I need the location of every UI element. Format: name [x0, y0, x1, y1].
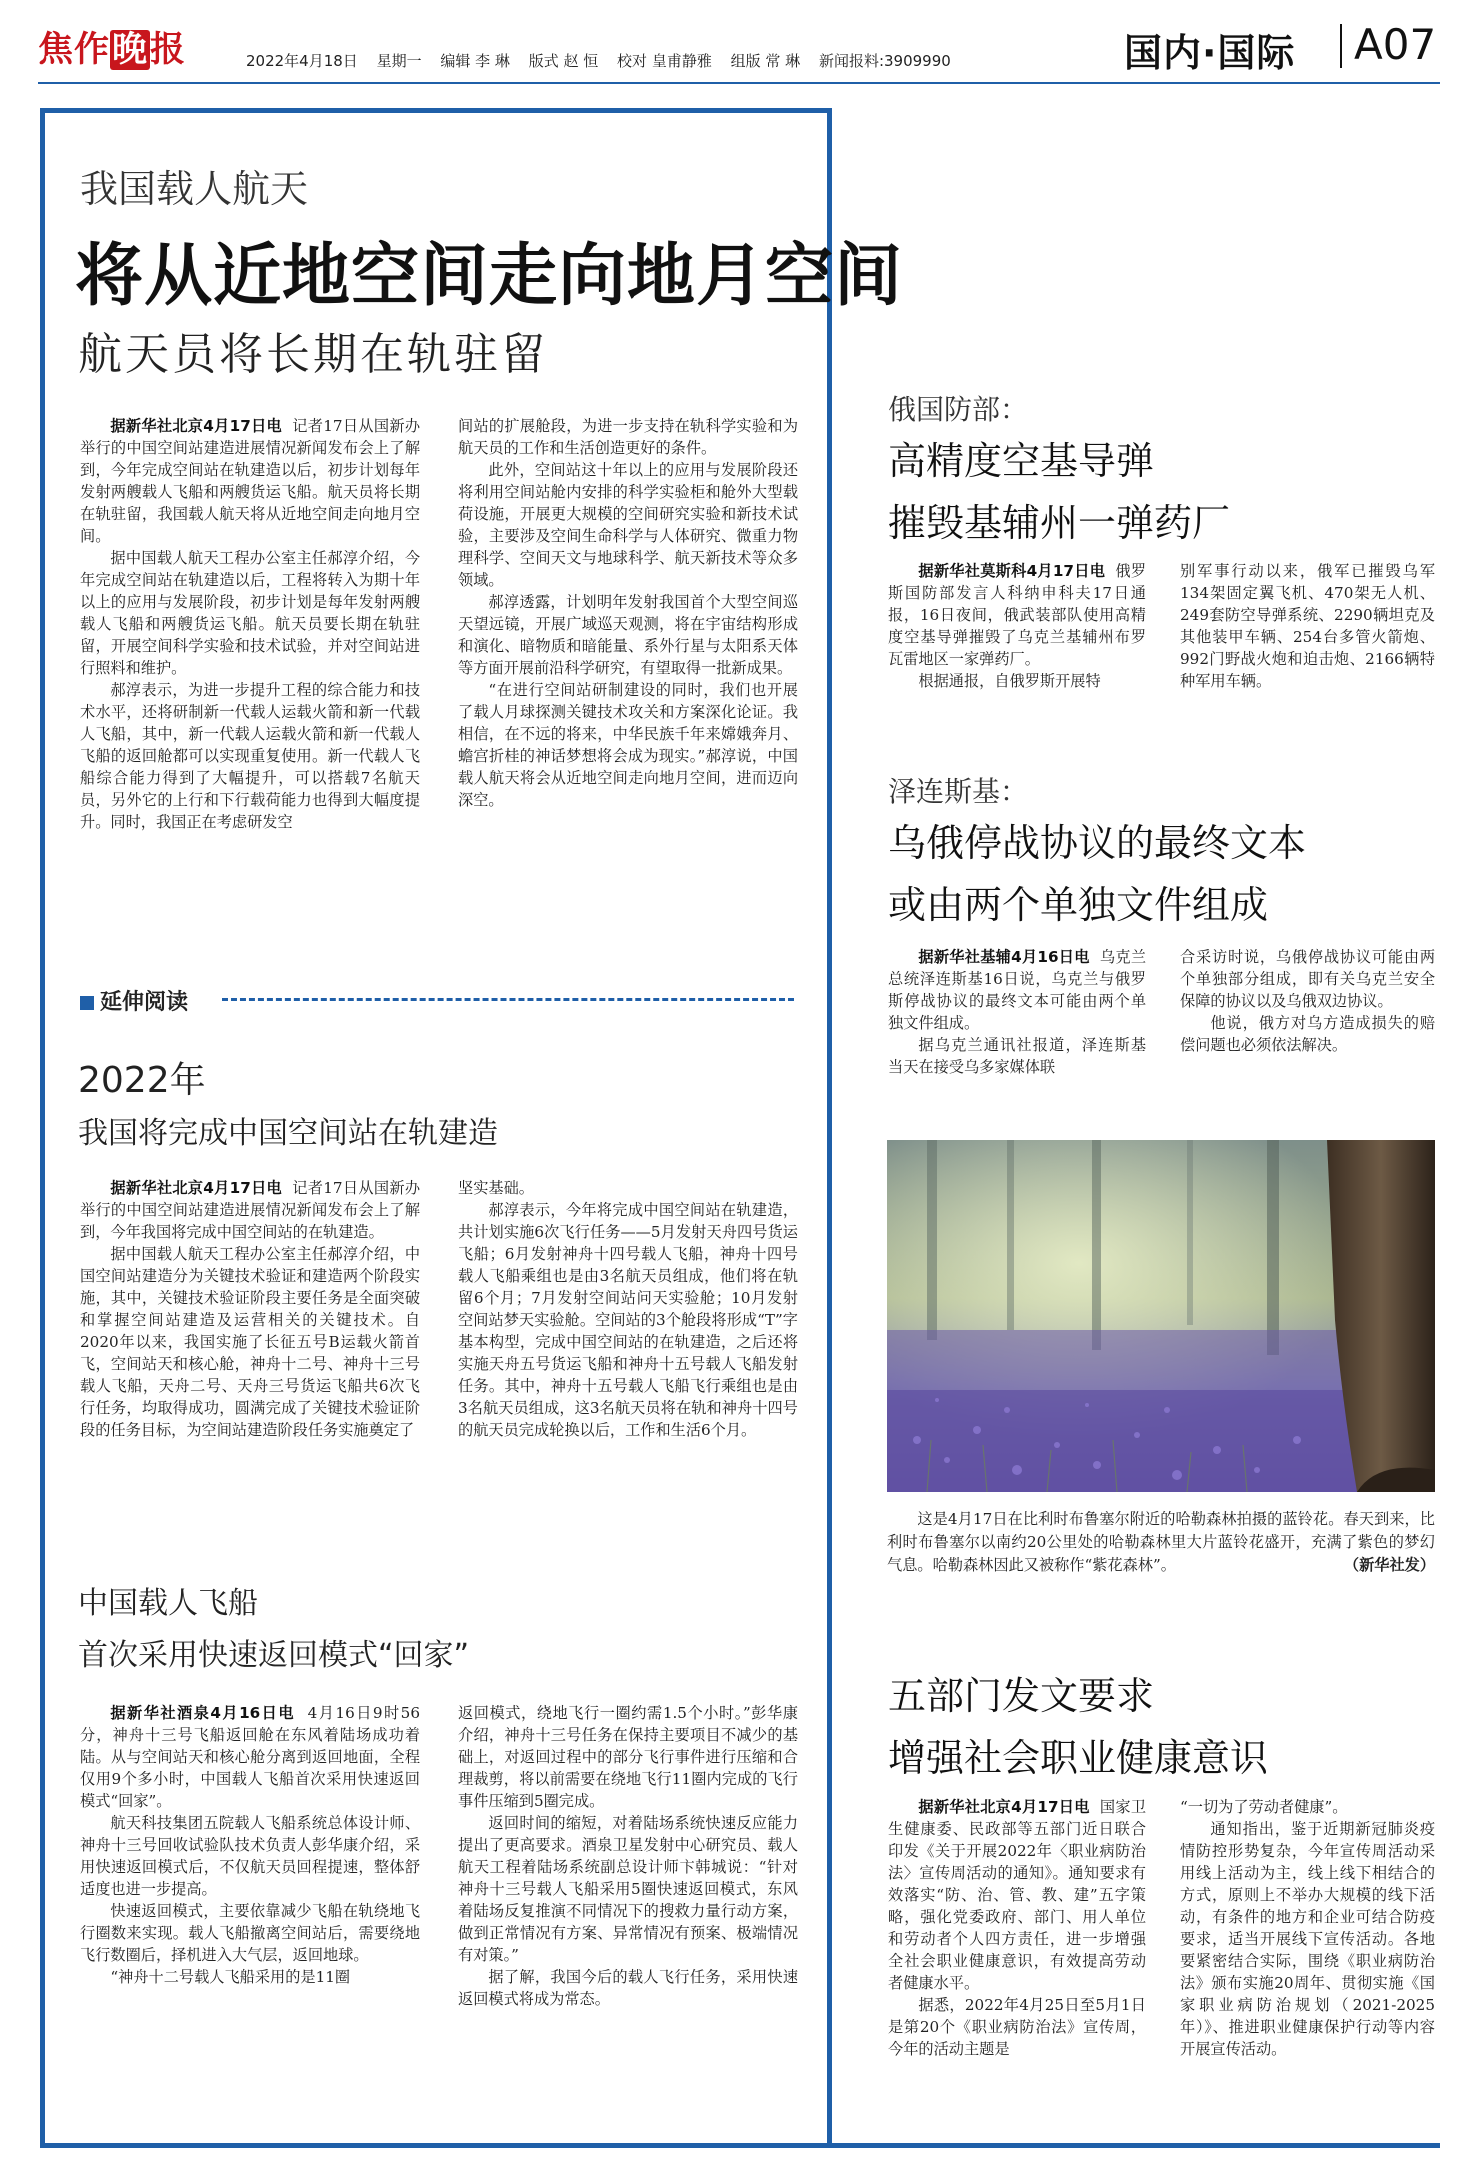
story6-column-2 [1180, 1796, 1435, 2060]
story4-headline-line2: 摧毁基辅州一弹药厂 [888, 501, 1231, 545]
story5-column-2 [1180, 946, 1435, 1056]
paragraph: 据悉，2022年4月25日至5月1日是第20个《职业病防治法》宣传周，今年的活动主题是 [888, 1996, 1146, 2058]
story5-kicker: 泽连斯基： [888, 775, 1029, 808]
photo-credit: （新华社发） [1343, 1556, 1435, 1574]
story3-headline: 首次采用快速返回模式“回家” [78, 1638, 470, 1673]
issue-weekday: 星期一 [376, 52, 422, 70]
frame-top [40, 108, 832, 113]
paragraph: 据中国载人航天工程办公室主任郝淳介绍，今年完成空间站在轨建造以后，工程将转入为期十年以上的应用与发展阶段，初步计划是每年发射两艘载人飞船和两艘货运飞船。航天员要长期在轨驻留，开展空间科学实验和技术试验，并对空间站进行照料和维护。 [80, 549, 420, 677]
paragraph: 间站的扩展舱段，为进一步支持在轨科学实验和为航天员的工作和生活创造更好的条件。 [458, 417, 798, 457]
editor-credit: 编辑 李 琳 [440, 52, 510, 70]
paragraph: 据中国载人航天工程办公室主任郝淳介绍，中国空间站建造分为关键技术验证和建造两个阶段实施，其中，关键技术验证阶段主要任务是全面突破和掌握空间站建造及运营相关的关键技术。自2020年以来，我国实施了长征五号B运载火箭首飞，空间站天和核心舱，神舟十二号、神舟十三号载人飞船，天舟二号、天舟三号货运飞船共6次飞行任务，均取得成功，圆满完成了关键技术验证阶段的任务目标，为空间站建造阶段任务实施奠定了 [80, 1245, 420, 1439]
story2-headline: 我国将完成中国空间站在轨建造 [78, 1116, 498, 1151]
paragraph: “在进行空间站研制建设的同时，我们也开展了载人月球探测关键技术攻关和方案深化论证。我相信，在不远的将来，中华民族千年来嫦娥奔月、蟾宫折桂的神话梦想将会成为现实。”郝淳说，中国载人航天将会从近地空间走向地月空间，进而迈向深空。 [458, 681, 798, 809]
issue-meta [246, 50, 965, 71]
masthead [0, 0, 1477, 78]
paragraph: 别军事行动以来，俄军已摧毁乌军134架固定翼飞机、470架无人机、249套防空导弹系统、2290辆坦克及其他装甲车辆、254台多管火箭炮、992门野战火炮和迫击炮、2166辆特种军用车辆。 [1180, 562, 1435, 690]
paragraph: “一切为了劳动者健康”。 [1180, 1798, 1348, 1816]
paragraph: 他说，俄方对乌方造成损失的赔偿问题也必须依法解决。 [1180, 1014, 1435, 1054]
story4-column-2 [1180, 560, 1435, 692]
paragraph: 国家卫生健康委、民政部等五部门近日联合印发《关于开展2022年〈职业病防治法〉宣传周活动的通知》。通知要求有效落实“防、治、管、教、建”五字策略，强化党委政府、部门、用人单位和劳动者个人四方责任，进一步增强全社会职业健康意识，有效提高劳动者健康水平。 [888, 1798, 1147, 1992]
news-hotline: 新闻报料:3909990 [818, 52, 951, 70]
dashed-divider [222, 998, 794, 1001]
paragraph: 快速返回模式，主要依靠减少飞船在轨绕地飞行圈数来实现。载人飞船撤离空间站后，需要绕地飞行数圈后，择机进入大气层，返回地球。 [80, 1902, 420, 1964]
lead-column-2 [458, 415, 798, 811]
story5-headline-line2: 或由两个单独文件组成 [888, 883, 1269, 927]
newspaper-logo: 焦作晚报 [38, 30, 187, 70]
paragraph: 此外，空间站这十年以上的应用与发展阶段还将利用空间站舱内安排的科学实验柜和舱外大型载荷设施，开展更大规模的空间研究实验和新技术试验，主要涉及空间生命科学与人体研究、微重力物理科学、空间天文与地球科学、航天新技术等众多领域。 [458, 461, 798, 589]
frame-bottom [40, 2143, 1440, 2148]
frame-right-lower [827, 360, 832, 2145]
paragraph: 返回模式，绕地飞行一圈约需1.5个小时。”彭华康介绍，神舟十三号任务在保持主要项目不减少的基础上，对返回过程中的部分飞行事件进行压缩和合理裁剪，将以前需要在绕地飞行11圈内完成的飞行事件压缩到5圈完成。 [458, 1704, 798, 1810]
story6-dateline: 据新华社北京4月17日电 [918, 1798, 1090, 1816]
paragraph: 航天科技集团五院载人飞船系统总体设计师、神舟十三号回收试验队技术负责人彭华康介绍，采用快速返回模式后，不仅航天员回程提速，整体舒适度也进一步提高。 [80, 1814, 420, 1898]
story3-column-2 [458, 1702, 798, 2010]
lead-subhead: 航天员将长期在轨驻留 [78, 329, 548, 380]
story5-headline-line1: 乌俄停战协议的最终文本 [888, 821, 1307, 865]
paragraph: 4月16日9时56分，神舟十三号飞船返回舱在东风着陆场成功着陆。从与空间站天和核心舱分离到返回地面，全程仅用9个多小时，中国载人飞船首次采用快速返回模式“回家”。 [80, 1704, 421, 1810]
paragraph: 俄罗斯国防部发言人科纳申科夫17日通报，16日夜间，俄武装部队使用高精度空基导弹摧毁了乌克兰基辅州布罗瓦雷地区一家弹药厂。 [888, 562, 1147, 668]
story6-headline-line2: 增强社会职业健康意识 [888, 1736, 1269, 1780]
lead-headline: 将从近地空间走向地月空间 [75, 237, 904, 316]
paragraph: 返回时间的缩短，对着陆场系统快速反应能力提出了更高要求。酒泉卫星发射中心研究员、载人航天工程着陆场系统副总设计师卞韩城说：“针对神舟十三号载人飞船采用5圈快速返回模式，东风着陆场反复推演不同情况下的搜救力量行动方案，做到正常情况有方案、异常情况有预案、极端情况有对策。” [458, 1814, 798, 1964]
paragraph: 坚实基础。 [458, 1179, 534, 1197]
paragraph: 乌克兰总统泽连斯基16日说，乌克兰与俄罗斯停战协议的最终文本可能由两个单独文件组成。 [888, 948, 1147, 1032]
story3-kicker: 中国载人飞船 [78, 1586, 258, 1621]
paragraph: 据乌克兰通讯社报道，泽连斯基当天在接受乌多家媒体联 [888, 1036, 1146, 1076]
group-credit: 组版 常 琳 [730, 52, 801, 70]
photo-caption [887, 1508, 1435, 1577]
paragraph: 据了解，我国今后的载人飞行任务，采用快速返回模式将成为常态。 [458, 1968, 798, 2008]
story2-dateline: 据新华社北京4月17日电 [110, 1179, 283, 1197]
lead-dateline: 据新华社北京4月17日电 [110, 417, 283, 435]
story4-kicker: 俄国防部： [888, 393, 1029, 426]
page-number: A07 [1354, 20, 1437, 69]
caption-text: 这是4月17日在比利时布鲁塞尔附近的哈勒森林拍摄的蓝铃花。春天到来，比利时布鲁塞尔以南约20公里处的哈勒森林里大片蓝铃花盛开，充满了紫色的梦幻气息。哈勒森林因此又被称作“紫花森林”。 [887, 1510, 1435, 1574]
story5-dateline: 据新华社基辅4月16日电 [918, 948, 1090, 966]
paragraph: “神舟十二号载人飞船采用的是11圈 [110, 1968, 351, 1986]
story6-headline-line1: 五部门发文要求 [888, 1674, 1155, 1718]
paragraph: 根据通报，自俄罗斯开展特 [918, 672, 1101, 690]
paragraph: 记者17日从国新办举行的中国空间站建造进展情况新闻发布会上了解到，今年完成空间站在轨建造以后，初步计划每年发射两艘载人飞船和两艘货运飞船。航天员将长期在轨驻留，我国载人航天将从近地空间走向地月空间。 [80, 417, 421, 545]
story2-kicker: 2022年 [78, 1060, 206, 1101]
paragraph: 郝淳表示，为进一步提升工程的综合能力和技术水平，还将研制新一代载人运载火箭和新一代载人飞船，其中，新一代载人运载火箭和新一代载人飞船的返回舱都可以实现重复使用。新一代载人飞船综合能力得到了大幅提升，可以搭载7名航天员，另外它的上行和下行载荷能力也得到大幅度提升。同时，我国正在考虑研发空 [80, 681, 420, 831]
story2-column-2 [458, 1177, 798, 1441]
lead-column-1 [80, 415, 420, 833]
story6-column-1 [888, 1796, 1146, 2060]
section-divider [1340, 24, 1342, 68]
story5-column-1 [888, 946, 1146, 1078]
story4-headline-line1: 高精度空基导弹 [888, 439, 1155, 483]
designer-credit: 版式 赵 恒 [528, 52, 599, 70]
frame-left [40, 108, 45, 2148]
issue-date: 2022年4月18日 [246, 52, 358, 70]
story3-column-1 [80, 1702, 420, 1988]
paragraph: 合采访时说，乌俄停战协议可能由两个单独部分组成，即有关乌克兰安全保障的协议以及乌俄双边协议。 [1180, 948, 1435, 1010]
lead-kicker: 我国载人航天 [80, 167, 309, 211]
paragraph: 郝淳表示，今年将完成中国空间站在轨建造，共计划实施6次飞行任务——5月发射天舟四号货运飞船；6月发射神舟十四号载人飞船，神舟十四号载人飞船乘组也是由3名航天员组成，他们将在轨留6个月；7月发射空间站问天实验舱；10月发射空间站梦天实验舱。空间站的3个舱段将形成“T”字基本构型，完成中国空间站的在轨建造，之后还将实施天舟五号货运飞船和神舟十五号载人飞船发射任务。其中，神舟十五号载人飞船飞行乘组也是由3名航天员组成，这3名航天员将在轨和神舟十四号的航天员完成轮换以后，工作和生活6个月。 [458, 1201, 798, 1439]
paragraph: 记者17日从国新办举行的中国空间站建造进展情况新闻发布会上了解到，今年我国将完成中国空间站的在轨建造。 [80, 1179, 421, 1241]
story4-column-1 [888, 560, 1146, 692]
bluebell-forest-photo [887, 1140, 1435, 1492]
section-title: 国内·国际 [1124, 31, 1296, 75]
story4-dateline: 据新华社莫斯科4月17日电 [918, 562, 1106, 580]
story2-column-1 [80, 1177, 420, 1441]
paragraph: 通知指出，鉴于近期新冠肺炎疫情防控形势复杂，今年宣传周活动采用线上活动为主，线上线下相结合的方式，原则上不举办大规模的线下活动，有条件的地方和企业可结合防疫要求，适当开展线下宣传活动。各地要紧密结合实际，围绕《职业病防治法》颁布实施20周年、贯彻实施《国家职业病防治规划（2021-2025年）》、推进职业健康保护行动等内容开展宣传活动。 [1180, 1820, 1435, 2058]
masthead-rule [38, 82, 1440, 84]
square-bullet-icon [80, 996, 94, 1010]
paragraph: 郝淳透露，计划明年发射我国首个大型空间巡天望远镜，开展广域巡天观测，将在宇宙结构形成和演化、暗物质和暗能量、系外行星与太阳系天体等方面开展前沿科学研究，有望取得一批新成果。 [458, 593, 798, 677]
extended-reading-label: 延伸阅读 [80, 985, 188, 1016]
proof-credit: 校对 皇甫静雅 [617, 52, 712, 70]
story3-dateline: 据新华社酒泉4月16日电 [110, 1704, 296, 1722]
